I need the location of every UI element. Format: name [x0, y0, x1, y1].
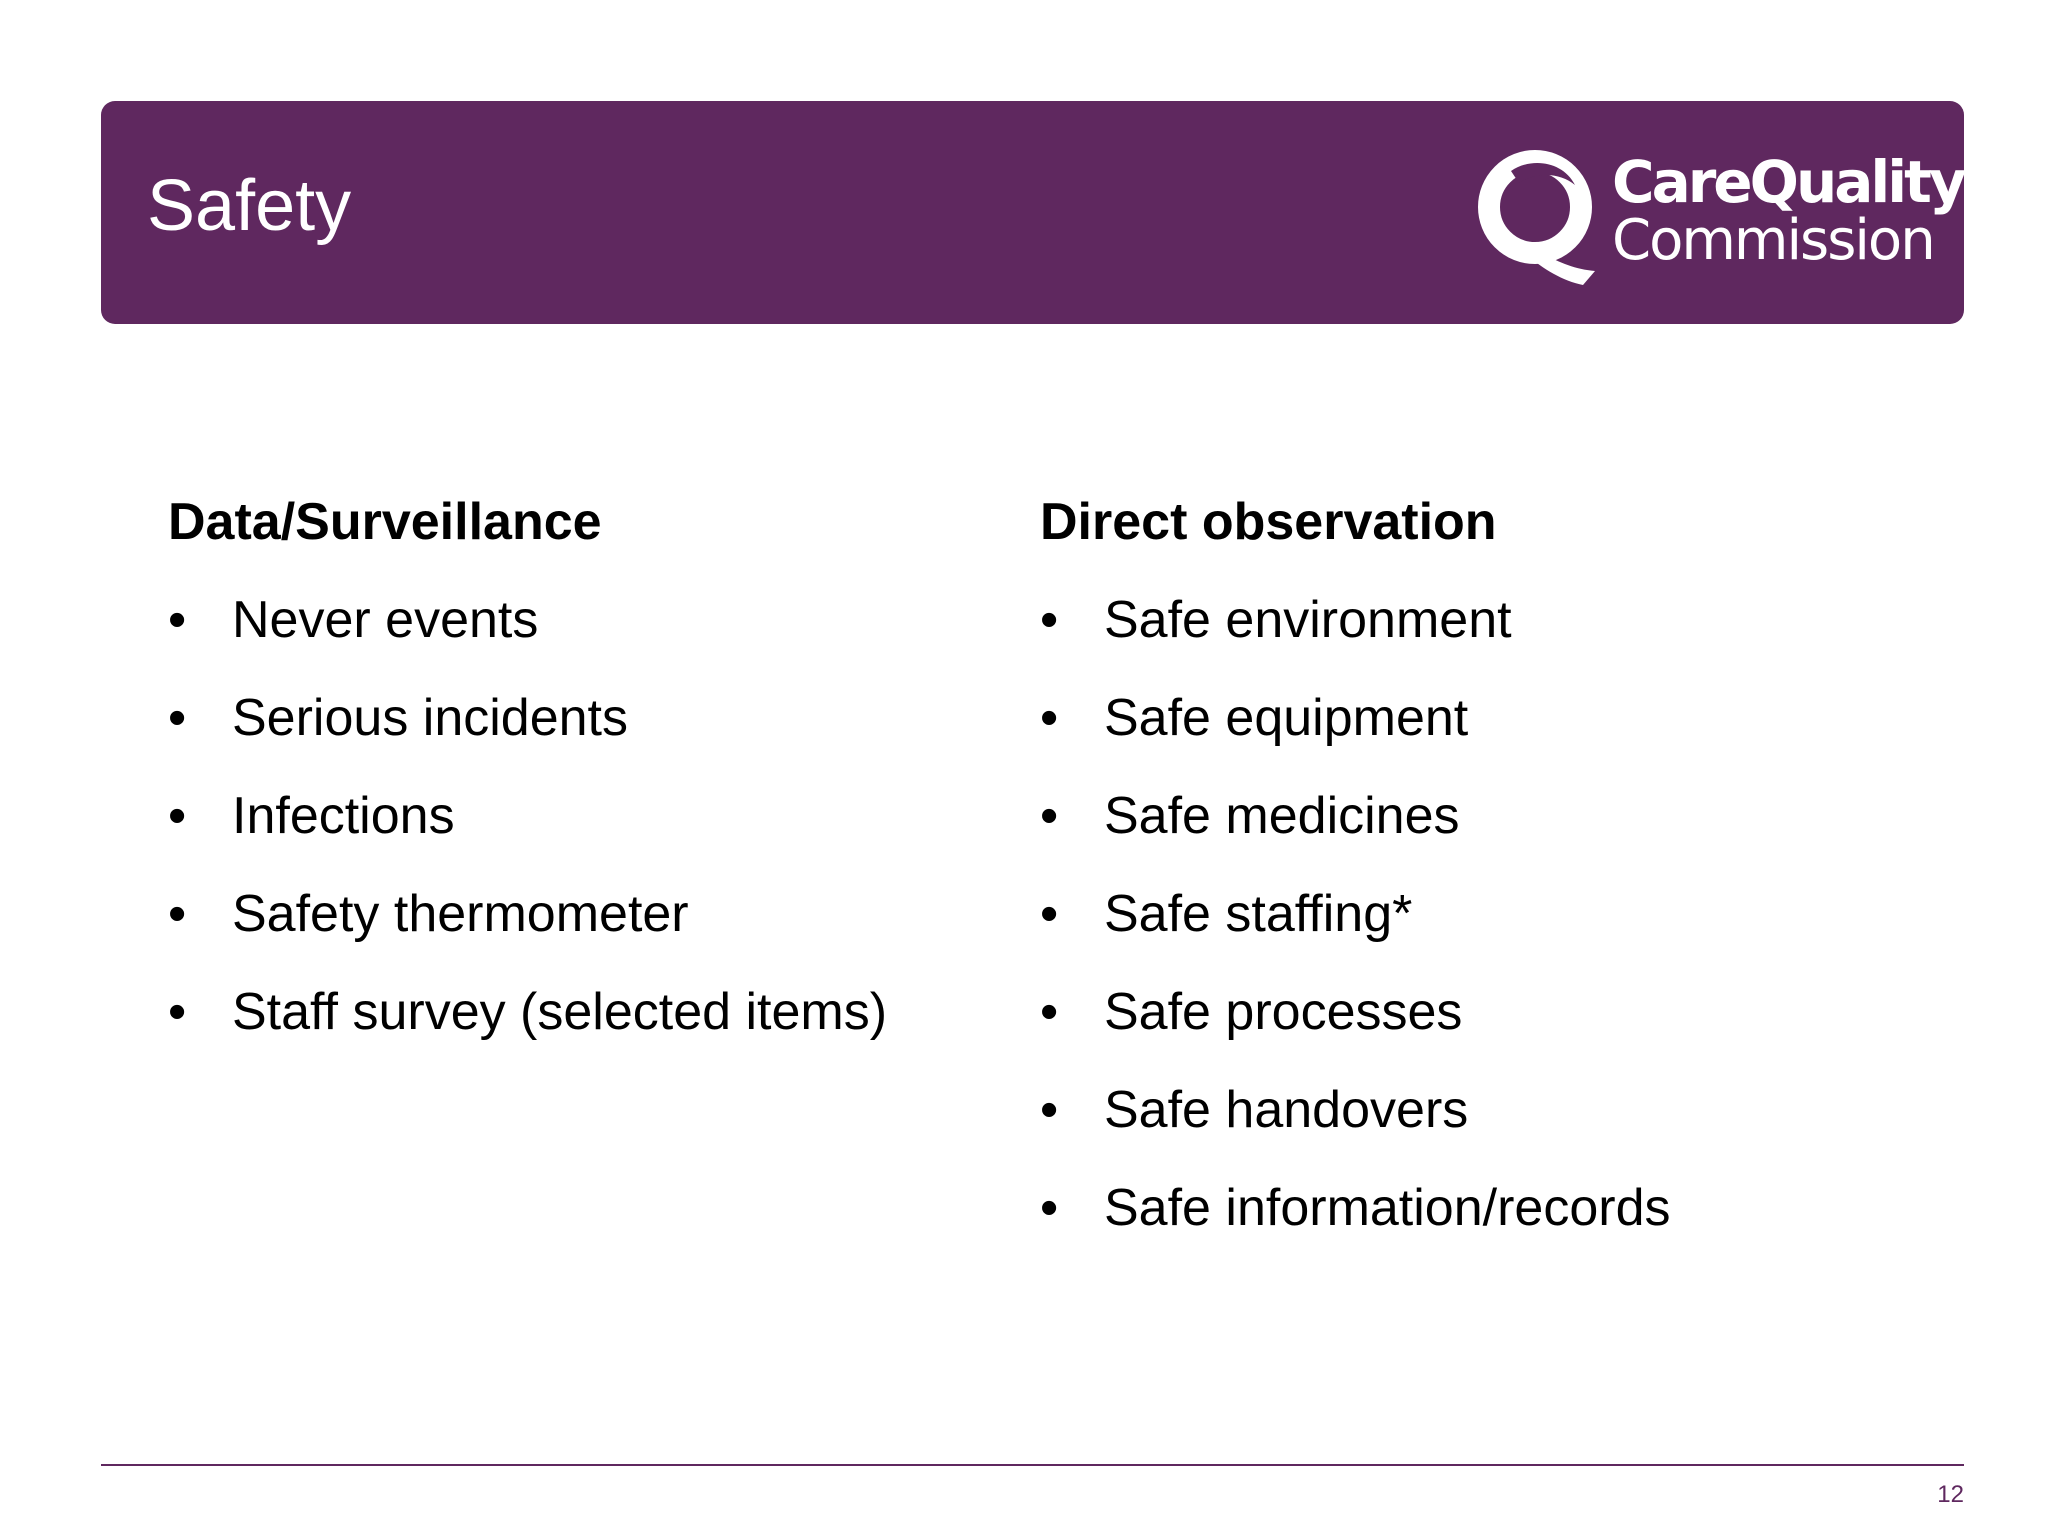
footer-divider	[101, 1464, 1964, 1466]
cqc-q-mark-icon	[1471, 143, 1611, 285]
bullet-marker: •	[168, 591, 187, 649]
cqc-logo	[1471, 143, 1964, 285]
bullet-list	[1040, 590, 1940, 1238]
bullet-list	[168, 590, 988, 1042]
list-item	[1040, 982, 1940, 1042]
list-item-text: Safe medicines	[1104, 787, 1460, 845]
list-item-text: Safe equipment	[1104, 689, 1469, 747]
list-item	[168, 884, 988, 944]
data-surveillance-column	[168, 492, 988, 1080]
bullet-marker: •	[168, 983, 187, 1041]
bullet-marker: •	[1040, 1179, 1059, 1237]
bullet-marker: •	[1040, 983, 1059, 1041]
list-item	[1040, 1178, 1940, 1238]
list-item-text: Serious incidents	[232, 689, 628, 747]
list-item	[1040, 688, 1940, 748]
logo-wordmark	[1612, 148, 1964, 273]
direct-observation-column	[1040, 492, 1940, 1276]
bullet-marker: •	[168, 885, 187, 943]
list-item-text: Safe handovers	[1104, 1081, 1469, 1139]
column-heading: Data/Surveillance	[168, 493, 602, 551]
logo-line-2: Commission	[1612, 208, 1934, 273]
list-item-text: Infections	[232, 787, 455, 845]
list-item	[168, 786, 988, 846]
bullet-marker: •	[1040, 787, 1059, 845]
title-banner	[101, 101, 1964, 324]
bullet-marker: •	[168, 787, 187, 845]
slide-title: Safety	[147, 166, 352, 246]
list-item-text: Never events	[232, 591, 539, 649]
list-item	[168, 688, 988, 748]
logo-line-1: CareQuality	[1612, 148, 1964, 216]
list-item	[1040, 786, 1940, 846]
bullet-marker: •	[1040, 885, 1059, 943]
list-item	[1040, 590, 1940, 650]
list-item-text: Safe processes	[1104, 983, 1463, 1041]
column-heading: Direct observation	[1040, 493, 1497, 551]
list-item-text: Safe staffing*	[1104, 885, 1413, 943]
bullet-marker: •	[1040, 591, 1059, 649]
list-item-text: Staff survey (selected items)	[232, 983, 888, 1041]
list-item-text: Safe environment	[1104, 591, 1512, 649]
list-item	[1040, 1080, 1940, 1140]
list-item-text: Safe information/records	[1104, 1179, 1671, 1237]
page-number: 12	[1937, 1481, 1964, 1508]
bullet-marker: •	[168, 689, 187, 747]
list-item	[1040, 884, 1940, 944]
list-item	[168, 982, 988, 1042]
list-item	[168, 590, 988, 650]
list-item-text: Safety thermometer	[232, 885, 689, 943]
bullet-marker: •	[1040, 1081, 1059, 1139]
bullet-marker: •	[1040, 689, 1059, 747]
